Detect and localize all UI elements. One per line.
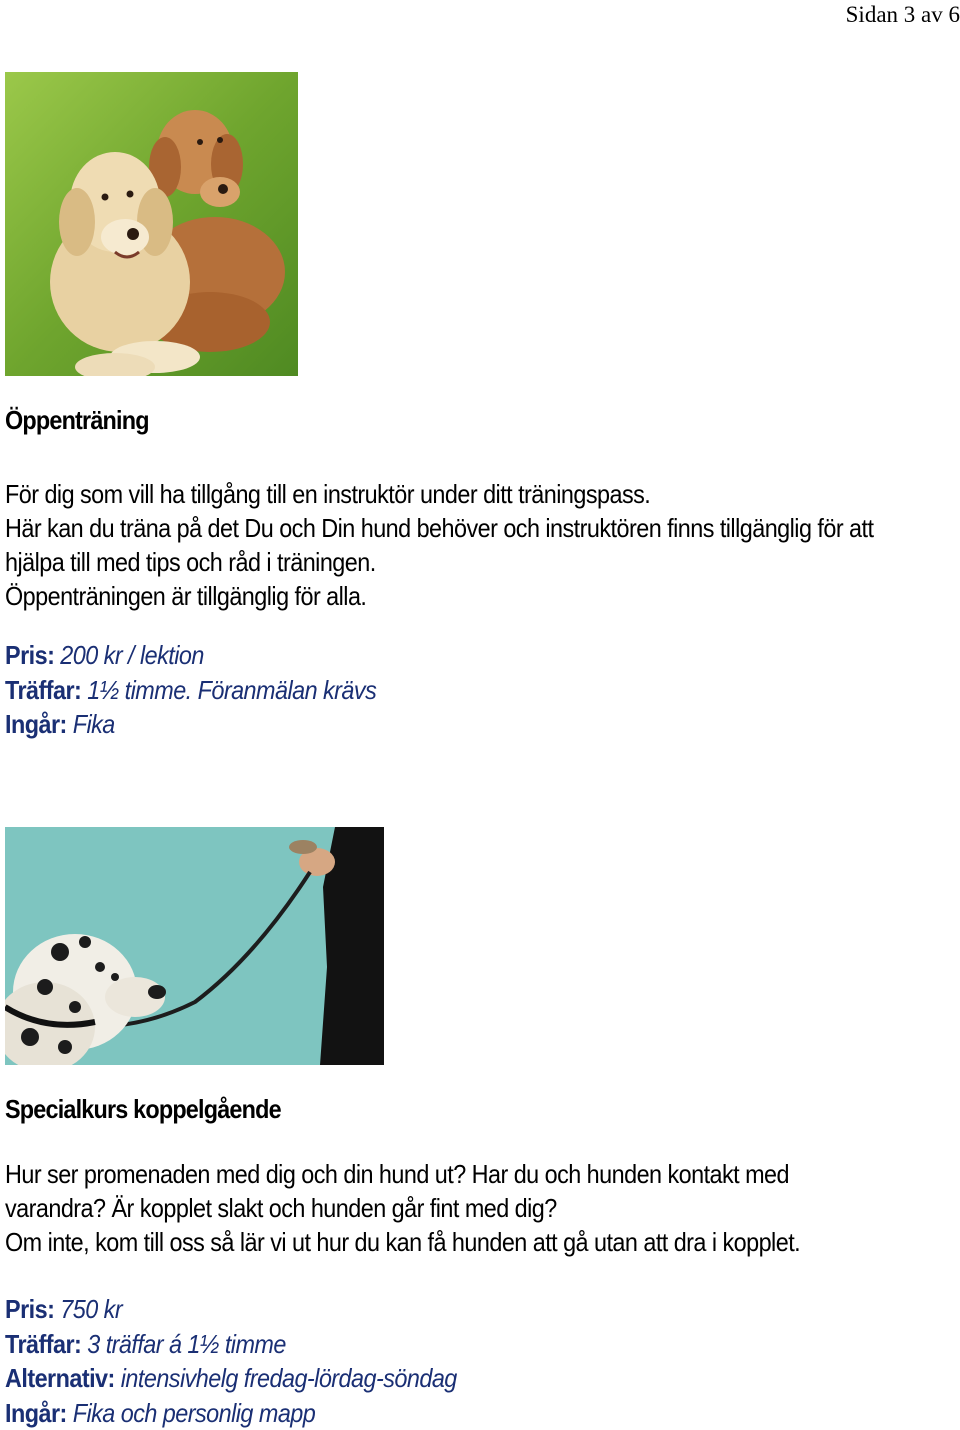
dalmatian-photo: [5, 827, 384, 1065]
body-line: För dig som vill ha tillgång till en instruktör under ditt träningspass.: [5, 477, 959, 511]
fact-sessions: [5, 1327, 457, 1362]
section-body-leashwalking: [5, 1157, 959, 1259]
body-line: Hur ser promenaden med dig och din hund ut? Har du och hunden kontakt med: [5, 1157, 959, 1191]
fact-includes: [5, 707, 376, 742]
fact-price: [5, 1292, 457, 1327]
fact-value: 200 kr / lektion: [60, 640, 204, 670]
fact-value: intensivhelg fredag-lördag-söndag: [121, 1363, 457, 1393]
fact-alternative: [5, 1361, 457, 1396]
body-line: Här kan du träna på det Du och Din hund behöver och instruktören finns tillgänglig för att: [5, 511, 959, 545]
page-number: Sidan 3 av 6: [846, 2, 960, 28]
fact-sessions: [5, 673, 376, 708]
fact-value: 3 träffar á 1½ timme: [87, 1329, 286, 1359]
fact-label: Alternativ:: [5, 1363, 115, 1393]
facts-leashwalking: [5, 1292, 457, 1430]
fact-label: Pris:: [5, 640, 54, 670]
fact-value: Fika: [73, 709, 115, 739]
fact-price: [5, 638, 376, 673]
fact-value: Fika och personlig mapp: [73, 1398, 316, 1428]
fact-label: Pris:: [5, 1294, 54, 1324]
fact-value: 1½ timme. Föranmälan krävs: [87, 675, 376, 705]
fact-label: Träffar:: [5, 1329, 81, 1359]
body-line: varandra? Är kopplet slakt och hunden går fint med dig?: [5, 1191, 959, 1225]
section-title-leashwalking: Specialkurs koppelgående: [5, 1094, 281, 1125]
retrievers-photo: [5, 72, 298, 376]
fact-includes: [5, 1396, 457, 1430]
body-line: hjälpa till med tips och råd i träningen.: [5, 545, 959, 579]
fact-value: 750 kr: [60, 1294, 122, 1324]
section-body-opentraining: [5, 477, 959, 613]
body-line: Öppenträningen är tillgänglig för alla.: [5, 579, 959, 613]
fact-label: Ingår:: [5, 709, 67, 739]
body-line: Om inte, kom till oss så lär vi ut hur du kan få hunden att gå utan att dra i kopplet.: [5, 1225, 959, 1259]
fact-label: Ingår:: [5, 1398, 67, 1428]
facts-opentraining: [5, 638, 376, 742]
section-title-opentraining: Öppenträning: [5, 405, 149, 436]
fact-label: Träffar:: [5, 675, 81, 705]
